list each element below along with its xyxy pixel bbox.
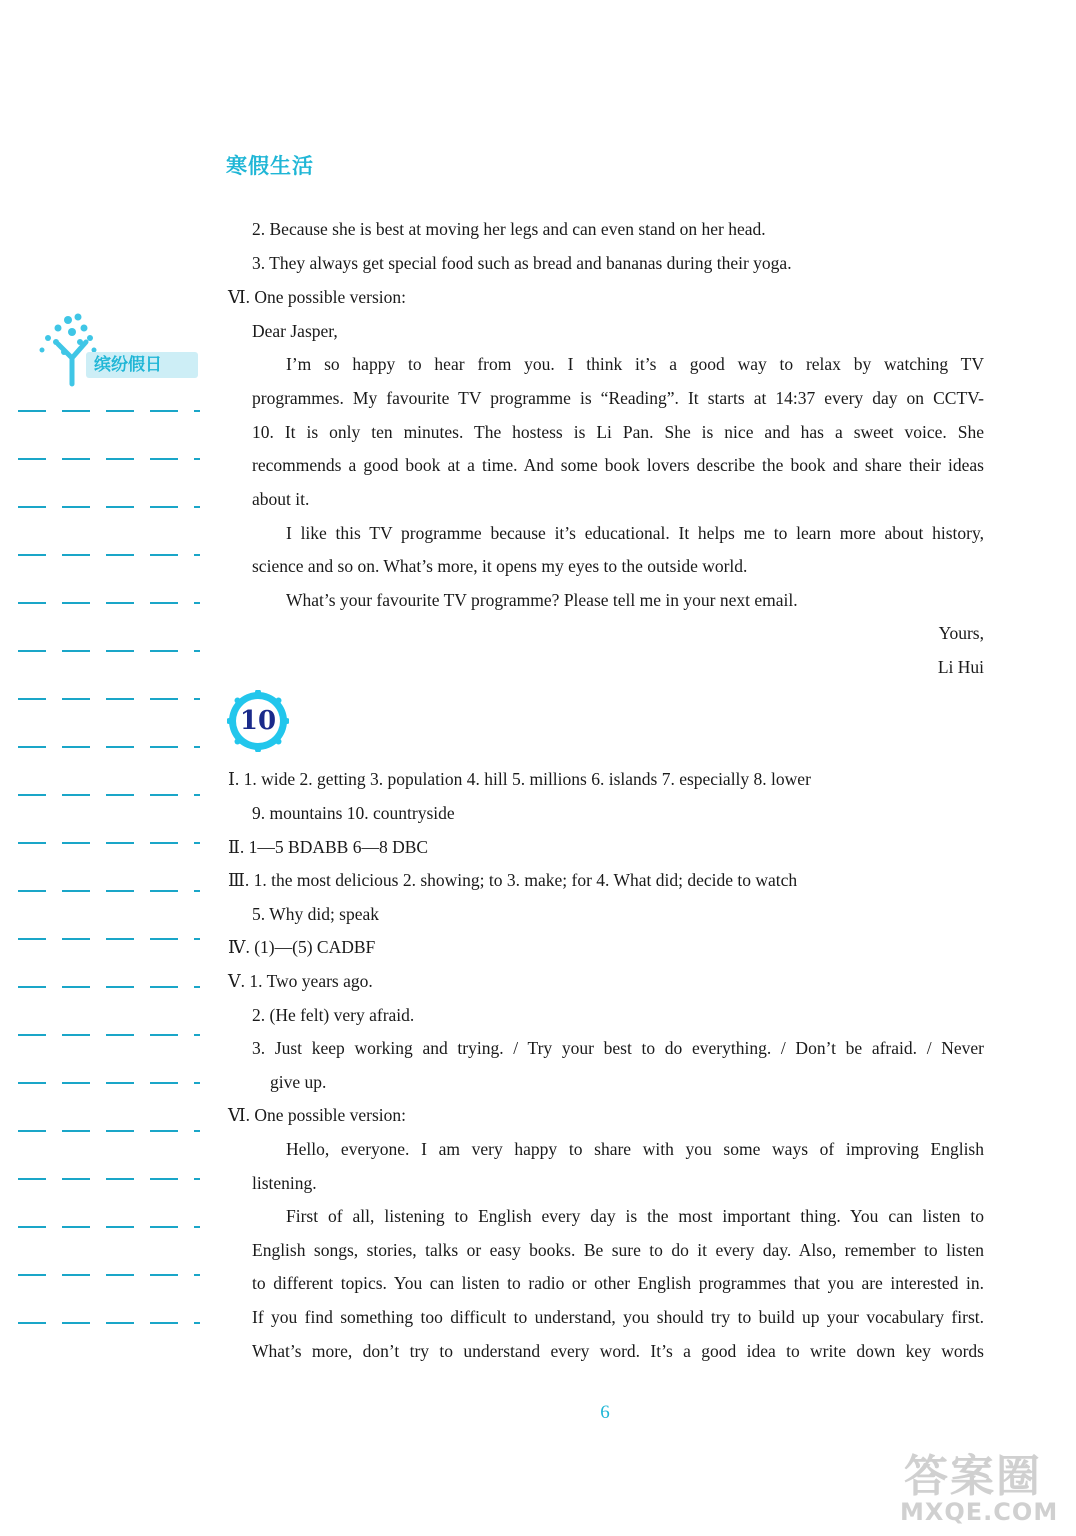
section-heading: Ⅵ. One possible version:: [228, 287, 406, 307]
page-header-title: 寒假生活: [226, 154, 314, 178]
note-line: [18, 1082, 200, 1084]
essay-line: listening.: [252, 1173, 317, 1193]
letter-paragraph-line: I like this TV programme because it’s educational. It helps me to learn more about history,: [286, 523, 984, 543]
answer-line: 3. Just keep working and trying. / Try your best to do everything. / Don’t be afraid. / Never: [252, 1038, 984, 1058]
note-line: [18, 842, 200, 844]
letter-paragraph-line: programmes. My favourite TV programme is “Reading”. It starts at 14:37 every day on CCTV-: [252, 388, 984, 408]
letter-signature: Li Hui: [937, 657, 984, 677]
section-heading: Ⅵ. One possible version:: [228, 1105, 406, 1125]
note-line: [18, 986, 200, 988]
essay-line: If you find something too difficult to understand, you should try to build up your vocabulary first.: [252, 1307, 984, 1327]
answer-line: 9. mountains 10. countryside: [252, 803, 455, 823]
letter-salutation: Dear Jasper,: [252, 321, 338, 341]
answer-line: Ⅳ. (1)—(5) CADBF: [228, 937, 376, 957]
note-line: [18, 1274, 200, 1276]
section-number: 10: [239, 706, 277, 736]
answer-line: Ⅱ. 1—5 BDABB 6—8 DBC: [228, 837, 429, 857]
note-line: [18, 650, 200, 652]
essay-line: First of all, listening to English every day is the most important thing. You can listen to: [286, 1206, 984, 1226]
answer-line: Ⅲ. 1. the most delicious 2. showing; to 3. make; for 4. What did; decide to watch: [228, 870, 798, 890]
note-line: [18, 602, 200, 604]
note-line: [18, 890, 200, 892]
essay-line: Hello, everyone. I am very happy to share with you some ways of improving English: [286, 1139, 984, 1159]
answer-line: 2. (He felt) very afraid.: [252, 1005, 415, 1025]
note-line: [18, 1130, 200, 1132]
watermark-logo-text: 答案圈: [904, 1451, 1042, 1502]
note-line: [18, 938, 200, 940]
page-number: 6: [600, 1402, 610, 1423]
note-line: [18, 1178, 200, 1180]
note-line: [18, 410, 200, 412]
letter-paragraph-line: science and so on. What’s more, it opens my eyes to the outside world.: [252, 556, 748, 576]
answer-line: give up.: [270, 1072, 327, 1092]
note-line: [18, 1322, 200, 1324]
note-line: [18, 506, 200, 508]
note-line: [18, 1226, 200, 1228]
letter-paragraph-line: I’m so happy to hear from you. I think it’s a good way to relax by watching TV: [286, 354, 984, 374]
note-line: [18, 746, 200, 748]
letter-paragraph-line: 10. It is only ten minutes. The hostess is Li Pan. She is nice and has a sweet voice. She: [252, 422, 984, 442]
answer-line: 5. Why did; speak: [252, 904, 380, 924]
note-line: [18, 458, 200, 460]
essay-line: to different topics. You can listen to radio or other English programmes that you are interested in.: [252, 1273, 984, 1293]
answer-line: Ⅰ. 1. wide 2. getting 3. population 4. hill 5. millions 6. islands 7. especially 8. lower: [228, 769, 811, 789]
answer-line: 2. Because she is best at moving her legs and can even stand on her head.: [252, 219, 766, 239]
note-line: [18, 554, 200, 556]
answer-line: 3. They always get special food such as bread and bananas during their yoga.: [252, 253, 792, 273]
note-line: [18, 1034, 200, 1036]
letter-paragraph-line: recommends a good book at a time. And some book lovers describe the book and share their ideas: [252, 455, 984, 475]
sidebar-logo-label: 缤纷假日: [86, 352, 198, 378]
letter-closing: Yours,: [938, 623, 984, 643]
essay-line: What’s more, don’t try to understand every word. It’s a good idea to write down key words: [252, 1341, 984, 1361]
note-line: [18, 698, 200, 700]
note-line: [18, 794, 200, 796]
letter-paragraph-line: What’s your favourite TV programme? Please tell me in your next email.: [286, 590, 798, 610]
watermark: [900, 1440, 1070, 1530]
watermark-url: MXQE.COM: [900, 1498, 1059, 1526]
essay-line: English songs, stories, talks or easy books. Be sure to do it every day. Also, remember to listen: [252, 1240, 984, 1260]
letter-paragraph-line: about it.: [252, 489, 310, 509]
answer-line: Ⅴ. 1. Two years ago.: [228, 971, 373, 991]
